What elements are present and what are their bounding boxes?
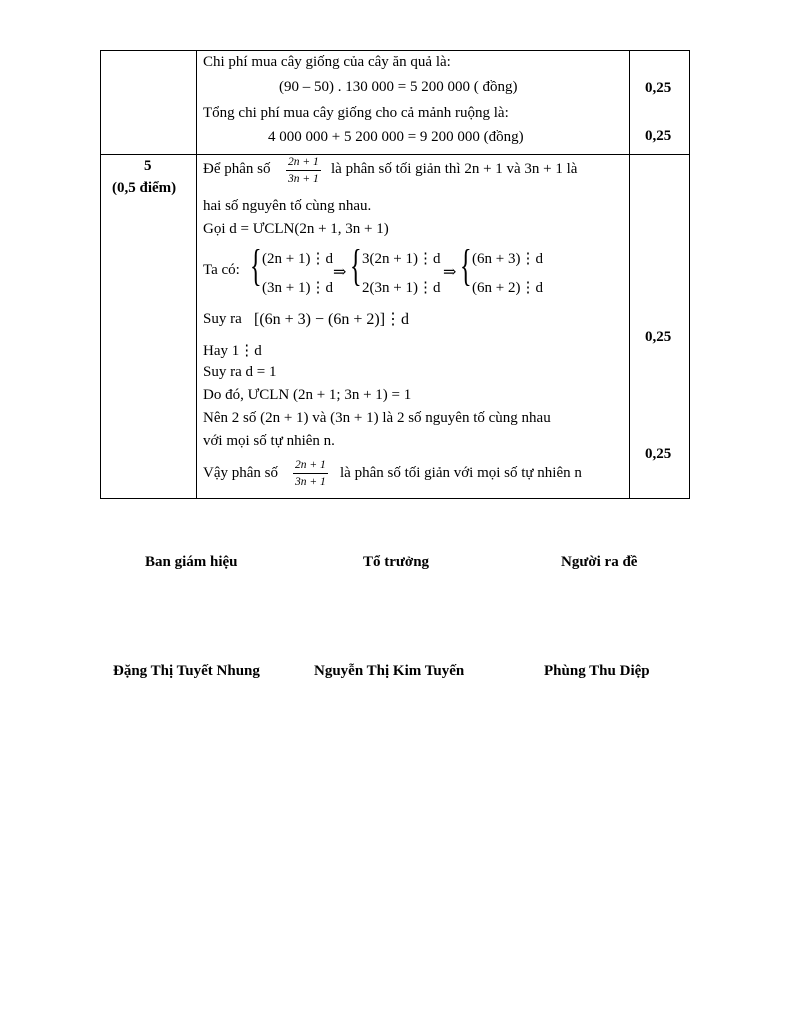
table-border-left (100, 50, 101, 499)
question-points: (0,5 điểm) (112, 180, 177, 196)
implies-arrow-2: ⇒ (443, 264, 457, 281)
signature-title-team-leader: Tổ trưởng (363, 554, 430, 570)
row5-score-1: 0,25 (645, 329, 672, 345)
fraction-conclusion (293, 458, 328, 489)
signature-title-author: Người ra đề (561, 554, 638, 570)
table-col-divider-2 (629, 50, 630, 499)
nen-line-a: Nên 2 số (2n + 1) và (3n + 1) là 2 số nguyên tố cùng nhau (203, 410, 551, 426)
prev-line-1: Chi phí mua cây giống của cây ăn quả là: (203, 54, 451, 70)
system-3-line-b: (6n + 2)⋮d (472, 280, 543, 296)
system-1-brace: { (250, 241, 262, 290)
implies-arrow-1: ⇒ (333, 264, 347, 281)
conclude-text-b: là phân số tối giản với mọi số tự nhiên n (340, 465, 582, 481)
fraction-intro (286, 155, 321, 186)
signature-name-team-leader: Nguyễn Thị Kim Tuyến (314, 663, 465, 679)
prev-line-3: Tổng chi phí mua cây giống cho cả mảnh ruộng là: (203, 105, 509, 121)
prev-score-1: 0,25 (645, 80, 672, 96)
system-2-line-a: 3(2n + 1)⋮d (362, 251, 441, 267)
suy-ra-expression: [(6n + 3) − (6n + 2)]⋮d (254, 311, 410, 328)
prev-score-2: 0,25 (645, 128, 672, 144)
signature-title-principal: Ban giám hiệu (145, 554, 238, 570)
system-2-brace: { (350, 241, 362, 290)
fraction-numerator: 2n + 1 (293, 458, 328, 474)
suy-ra-d-line: Suy ra d = 1 (203, 364, 277, 380)
system-3-brace: { (460, 241, 472, 290)
table-border-bottom (100, 498, 690, 499)
prev-line-2: (90 – 50) . 130 000 = 5 200 000 ( đồng) (279, 79, 518, 95)
table-border-top (100, 50, 690, 51)
signature-name-principal: Đặng Thị Tuyết Nhung (113, 663, 260, 679)
fraction-numerator: 2n + 1 (286, 155, 321, 171)
row5-score-2: 0,25 (645, 446, 672, 462)
hay-line: Hay 1⋮d (203, 343, 262, 359)
system-3-line-a: (6n + 3)⋮d (472, 251, 543, 267)
system-2-line-b: 2(3n + 1)⋮d (362, 280, 441, 296)
do-do-line: Do đó, ƯCLN (2n + 1; 3n + 1) = 1 (203, 387, 412, 403)
suy-ra-label: Suy ra (203, 311, 242, 327)
intro-text-b: là phân số tối giản thì 2n + 1 và 3n + 1 là (331, 161, 578, 177)
ta-co-label: Ta có: (203, 262, 240, 278)
intro-text-c: hai số nguyên tố cùng nhau. (203, 198, 372, 214)
table-border-right (689, 50, 690, 499)
gcd-definition: Gọi d = ƯCLN(2n + 1, 3n + 1) (203, 221, 389, 237)
system-1-line-a: (2n + 1)⋮d (262, 251, 333, 267)
nen-line-b: với mọi số tự nhiên n. (203, 433, 335, 449)
signature-name-author: Phùng Thu Diệp (544, 663, 650, 679)
system-1-line-b: (3n + 1)⋮d (262, 280, 333, 296)
table-row-divider (100, 154, 690, 155)
fraction-denominator: 3n + 1 (288, 173, 319, 185)
conclude-text-a: Vậy phân số (203, 465, 278, 481)
prev-line-4: 4 000 000 + 5 200 000 = 9 200 000 (đồng) (268, 129, 524, 145)
question-number: 5 (144, 158, 152, 174)
table-col-divider-1 (196, 50, 197, 499)
fraction-denominator: 3n + 1 (295, 476, 326, 488)
intro-text-a: Để phân số (203, 161, 271, 177)
